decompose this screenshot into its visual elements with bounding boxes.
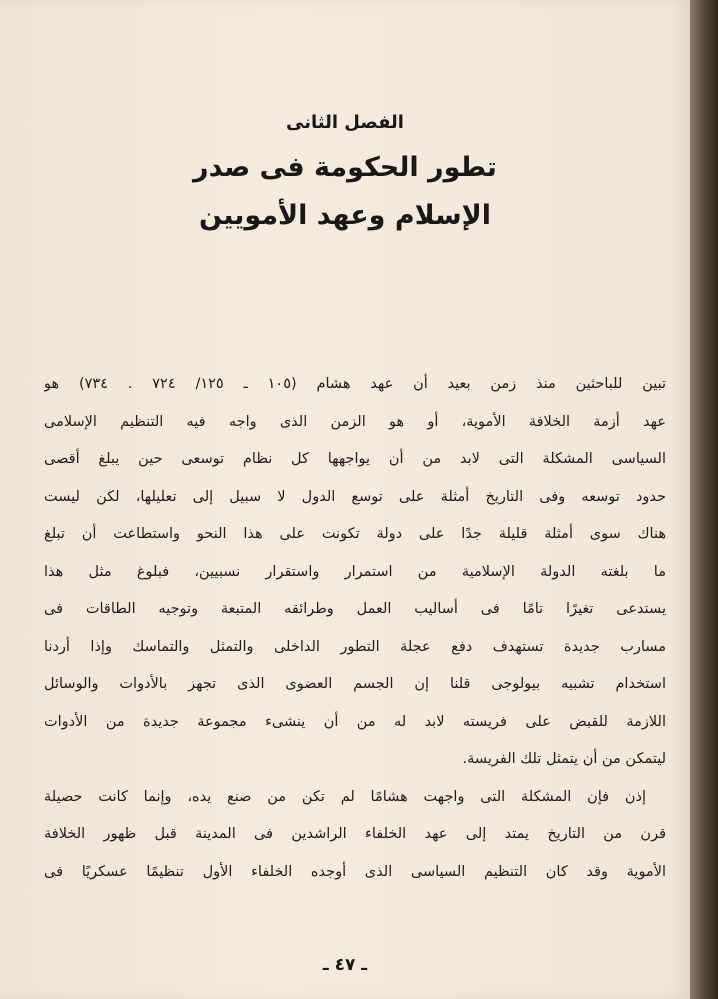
chapter-title-line-2: الإسلام وعهد الأمويين [198,200,492,231]
text-line: عهد أزمة الخلافة الأموية، أو هو الزمن الذى واجه فيه التنظيم الإسلامى [44,413,666,430]
body-text [44,366,666,891]
text-line: مسارب جديدة تستهدف دفع عجلة التطور الداخلى والتمثل والتماسك وإذا أردنا [44,638,666,655]
page-number: ـ ٤٧ ـ [322,955,368,975]
page-edge [690,0,718,999]
text-line: هناك سوى أمثلة قليلة جدًا على دولة تكونت على هذا النحو واستطاعت أن تبلغ [44,526,666,542]
text-line: يستدعى تغيرًا تامًا فى أساليب العمل وطرائقه المتبعة وتوجيه الطاقات فى [44,601,666,617]
paragraph [44,779,666,892]
text-line: ما بلغته الدولة الإسلامية من استمرار واستقرار نسبيين، فبلوغ مثل هذا [44,563,666,580]
text-line: تبين للباحثين منذ زمن بعيد أن عهد هشام (١٠٥ ـ ١٢٥/ ٧٢٤ . ٧٣٤) هو [44,376,666,392]
text-line: قرن من التاريخ يمتد إلى عهد الخلفاء الراشدين فى المدينة قبل ظهور الخلافة [44,826,666,842]
text-line: اللازمة للقبض على فريسته لابد له من أن ينشىء مجموعة جديدة من الأدوات [44,713,666,730]
paragraph [44,366,666,779]
chapter-label: الفصل الثانى [286,112,404,133]
text-line: حدود توسعه وفى التاريخ أمثلة على توسع الدول لا سبيل إلى تعليلها، لكن ليست [44,488,666,505]
text-line: السياسى المشكلة التى لابد من أن يواجهها كل نظام توسعى حين يبلغ أقصى [44,451,666,467]
chapter-title-line-1: تطور الحكومة فى صدر [193,152,497,183]
text-line: الأموية وقد كان التنظيم السياسى الذى أوجده الخلفاء الأول تنظيمًا عسكريًا فى [44,863,666,880]
text-line: استخدام تشبيه بيولوجى قلنا إن الجسم العضوى الذى تجهز بالأدوات والوسائل [44,676,666,692]
text-line: ليتمكن من أن يتمثل تلك الفريسة. [462,751,666,767]
text-line: إذن فإن المشكلة التى واجهت هشامًا لم تكن من صنع يده، وإنما كانت حصيلة [44,788,646,805]
